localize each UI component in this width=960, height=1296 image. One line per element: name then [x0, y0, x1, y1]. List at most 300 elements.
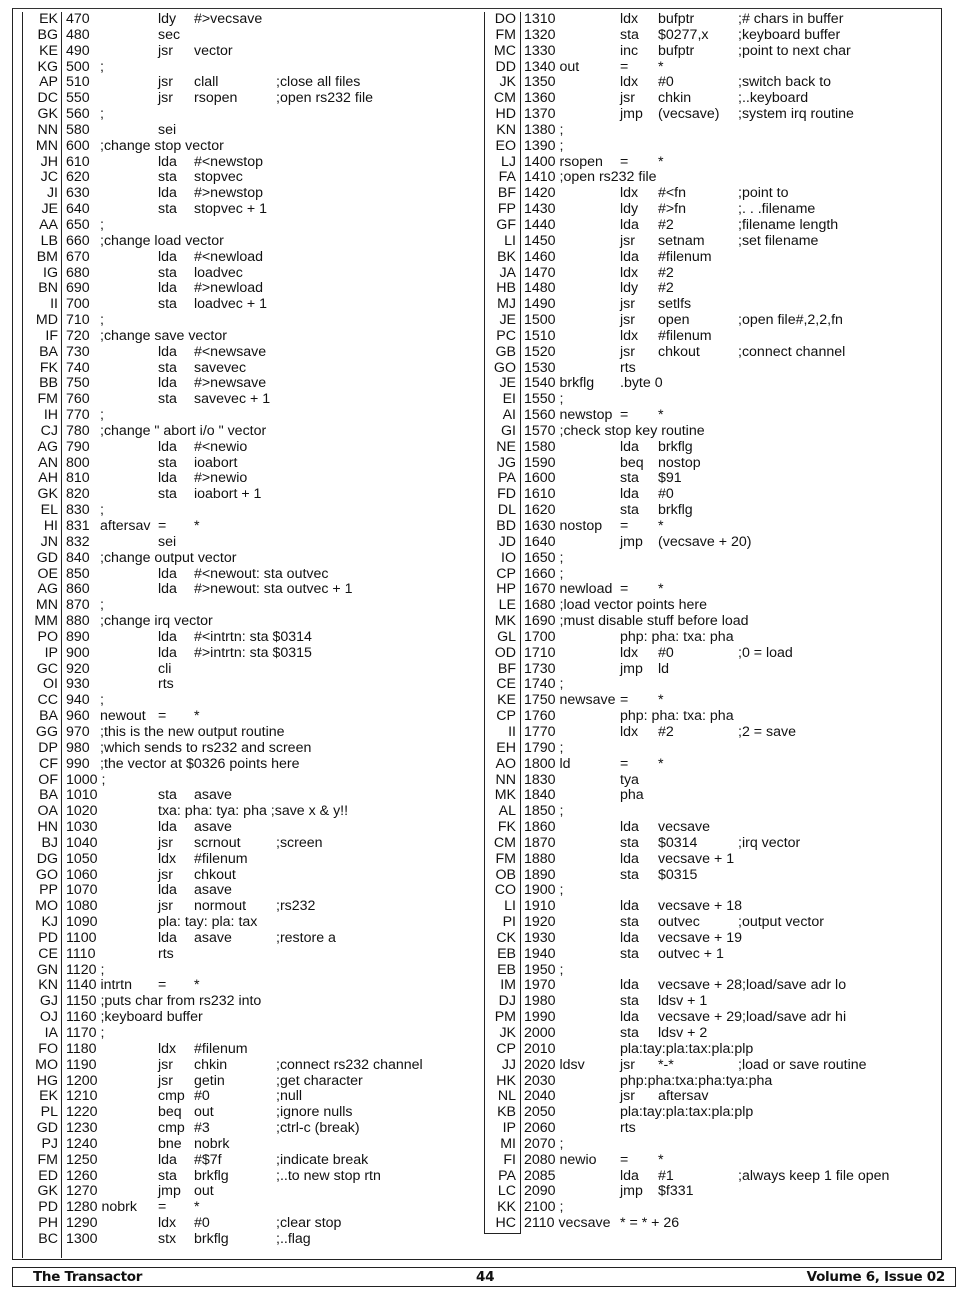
code-line — [12, 392, 482, 408]
line-number: 831 — [66, 518, 90, 534]
opcode: = — [620, 692, 629, 709]
operand: chkout — [194, 866, 236, 883]
checksum: CC — [37, 692, 58, 709]
code-line — [12, 186, 482, 202]
line-number: 600 — [66, 137, 90, 154]
opcode: = — [158, 708, 167, 725]
checksum: GK — [37, 486, 58, 503]
code-line — [12, 883, 482, 899]
checksum: FK — [497, 819, 516, 836]
line-number: 480 — [66, 26, 90, 43]
operand: vecsave + 29;load/save adr hi — [658, 1009, 847, 1026]
code-line — [484, 170, 954, 186]
code-line — [12, 170, 482, 186]
line-number: 1730 — [524, 660, 556, 677]
checksum: MK — [494, 613, 516, 630]
code-line — [12, 567, 482, 583]
operand: #1 — [658, 1167, 674, 1184]
line-number: 1340 out — [524, 58, 580, 75]
checksum: BN — [38, 280, 58, 297]
code-line — [12, 535, 482, 551]
operand: #$7f — [194, 1151, 222, 1168]
label: ; — [100, 502, 104, 519]
code-line — [12, 820, 482, 836]
code-line — [12, 1184, 482, 1200]
checksum: DL — [497, 502, 516, 519]
checksum: MK — [494, 787, 516, 804]
operand: rsopen — [194, 90, 238, 107]
code-line — [12, 978, 482, 994]
operand: #<fn — [658, 185, 687, 202]
line-number: 1380 ; — [524, 121, 564, 138]
operand: vector — [194, 42, 233, 59]
opcode: = — [620, 518, 629, 534]
operand: bufptr — [658, 42, 695, 59]
opcode: tya — [620, 771, 639, 788]
code-line — [484, 994, 954, 1010]
checksum: OB — [495, 866, 516, 883]
comment: ;indicate break — [276, 1151, 369, 1168]
comment: ;always keep 1 file open — [738, 1167, 890, 1184]
opcode: jmp — [620, 660, 643, 677]
line-number: 580 — [66, 121, 90, 138]
line-number: 820 — [66, 486, 90, 503]
checksum: GK — [37, 1183, 58, 1200]
code-line — [484, 693, 954, 709]
line-number: 660 — [66, 232, 90, 249]
code-line — [484, 883, 954, 899]
checksum: DC — [37, 90, 58, 107]
opcode: jmp — [620, 1183, 643, 1200]
code-line — [484, 947, 954, 963]
opcode: jsr — [620, 343, 635, 360]
checksum: EL — [40, 502, 58, 519]
opcode: rts — [158, 676, 174, 693]
opcode: jsr — [620, 232, 635, 249]
code-line — [12, 424, 482, 440]
comment: ;restore a — [276, 929, 336, 946]
operand: #2 — [658, 264, 674, 281]
code-line — [484, 139, 954, 155]
checksum: JI — [46, 185, 58, 202]
code-line — [484, 44, 954, 60]
comment: ;screen — [276, 834, 323, 851]
line-number: 1290 — [66, 1215, 98, 1232]
checksum: EK — [39, 1088, 58, 1105]
checksum: PC — [496, 327, 516, 344]
code-line — [12, 757, 482, 773]
checksum: IH — [43, 407, 58, 424]
comment: ;rs232 — [276, 898, 316, 915]
line-number: 1860 — [524, 819, 556, 836]
code-line — [484, 836, 954, 852]
checksum: EI — [502, 391, 516, 408]
checksum: OD — [494, 644, 516, 661]
operand: brkflg — [194, 1230, 229, 1247]
checksum: OI — [43, 676, 58, 693]
line-number: 1620 — [524, 502, 556, 519]
line-number: 1680 ;load vector points here — [524, 597, 707, 614]
opcode: ldx — [158, 1215, 177, 1232]
opcode: jsr — [620, 90, 635, 107]
code-line — [484, 1121, 954, 1137]
operand: brkflg — [658, 438, 693, 455]
code-line — [12, 471, 482, 487]
code-line — [12, 662, 482, 678]
code-line — [484, 266, 954, 282]
line-number: 1240 — [66, 1135, 98, 1152]
checksum: DD — [495, 58, 516, 75]
line-number: 1020 — [66, 803, 98, 820]
opcode: = — [158, 977, 167, 994]
code-line — [12, 741, 482, 757]
line-number: 920 — [66, 660, 90, 677]
opcode: cmp — [158, 1088, 185, 1105]
line-number: 1920 — [524, 914, 556, 931]
line-number: 1990 — [524, 1009, 556, 1026]
line-number: 770 — [66, 407, 90, 424]
opcode: sta — [158, 1167, 177, 1184]
opcode: lda — [620, 929, 639, 946]
opcode: lda — [158, 1151, 177, 1168]
code-line — [12, 852, 482, 868]
operand: * — [658, 153, 664, 170]
page-footer — [12, 1267, 956, 1287]
line-number: 500 — [66, 58, 90, 75]
code-line — [484, 1169, 954, 1185]
opcode: lda — [158, 581, 177, 598]
checksum: PP — [39, 882, 58, 899]
label: ; — [100, 216, 104, 233]
line-number: 1560 newstop — [524, 407, 613, 424]
line-number: 1040 — [66, 834, 98, 851]
checksum: FO — [38, 1040, 58, 1057]
line-number: 2030 — [524, 1072, 556, 1089]
opcode: sta — [158, 169, 177, 186]
line-number: 550 — [66, 90, 90, 107]
line-number: 810 — [66, 470, 90, 487]
code-line — [484, 915, 954, 931]
comment: ;get character — [276, 1072, 363, 1089]
checksum: IO — [501, 549, 516, 566]
code-line — [12, 75, 482, 91]
line-number: 1980 — [524, 993, 556, 1010]
operand: $f331 — [658, 1183, 694, 1200]
opcode: pha — [620, 787, 644, 804]
checksum: GO — [35, 866, 58, 883]
line-number: 1000 ; — [66, 771, 106, 788]
line-number: 1150 ;puts char from rs232 into — [66, 993, 262, 1010]
line-number: 610 — [66, 153, 90, 170]
opcode: lda — [620, 1167, 639, 1184]
line-number: 1940 — [524, 945, 556, 962]
line-number: 2085 — [524, 1167, 556, 1184]
checksum: GC — [36, 660, 58, 677]
operand: * — [194, 708, 200, 725]
line-number: 790 — [66, 438, 90, 455]
checksum: JE — [41, 201, 58, 218]
opcode: jsr — [158, 1056, 173, 1073]
operand: #<newio — [194, 438, 248, 455]
checksum: MC — [493, 42, 516, 59]
operand: *-* — [658, 1056, 674, 1073]
code-line — [484, 1216, 954, 1232]
checksum: BB — [39, 375, 58, 392]
line-number: 1700 — [524, 628, 556, 645]
line-number: 1840 — [524, 787, 556, 804]
code-line — [12, 44, 482, 60]
line-number: 1790 ; — [524, 739, 564, 756]
opcode: ldx — [620, 74, 639, 91]
opcode: jsr — [620, 1088, 635, 1105]
operand: #filenum — [194, 850, 248, 867]
opcode: sta — [158, 454, 177, 471]
comment: ;keyboard buffer — [738, 26, 841, 43]
line-number: 1770 — [524, 723, 556, 740]
code-line — [484, 91, 954, 107]
line-number: 1490 — [524, 296, 556, 313]
opcode: lda — [158, 565, 177, 582]
opcode: sta — [620, 470, 639, 487]
checksum: MI — [500, 1135, 516, 1152]
line-number: 960 — [66, 708, 90, 725]
comment: ;point to next char — [738, 42, 851, 59]
operand: #filenum — [658, 327, 712, 344]
comment: ;point to — [738, 185, 789, 202]
opcode: beq — [158, 1104, 182, 1121]
operand: #<newload — [194, 248, 264, 265]
checksum: CJ — [40, 422, 58, 439]
code-line — [12, 1042, 482, 1058]
code-line — [484, 1074, 954, 1090]
code-line — [12, 345, 482, 361]
comment: ;open file#,2,2,fn — [738, 312, 843, 329]
opcode: = — [620, 407, 629, 424]
code-line — [484, 1058, 954, 1074]
code-line — [12, 329, 482, 345]
line-number: 940 — [66, 692, 90, 709]
line-number: 1660 ; — [524, 565, 564, 582]
operand: open — [658, 312, 690, 329]
code-line — [484, 535, 954, 551]
checksum: PI — [502, 914, 516, 931]
code-line — [12, 1010, 482, 1026]
operand: #filenum — [658, 248, 712, 265]
checksum: MO — [35, 1056, 58, 1073]
code-line — [12, 614, 482, 630]
code-line — [12, 1169, 482, 1185]
line-number: 1310 — [524, 11, 556, 27]
operand: stopvec + 1 — [194, 201, 267, 218]
checksum: KK — [497, 1199, 516, 1216]
code-line — [484, 28, 954, 44]
label: ; — [100, 692, 104, 709]
code-line — [484, 662, 954, 678]
line-number: 730 — [66, 343, 90, 360]
line-number: 1210 — [66, 1088, 98, 1105]
checksum: BK — [497, 248, 516, 265]
line-number: 640 — [66, 201, 90, 218]
opcode: = — [158, 1199, 167, 1216]
checksum: AI — [502, 407, 516, 424]
opcode: sta — [158, 486, 177, 503]
code-line — [484, 1153, 954, 1169]
checksum: NL — [497, 1088, 516, 1105]
line-number: 1650 ; — [524, 549, 564, 566]
opcode: sta — [158, 787, 177, 804]
checksum: JC — [40, 169, 58, 186]
code-line — [12, 947, 482, 963]
code-line — [484, 345, 954, 361]
opcode: lda — [158, 819, 177, 836]
checksum: DJ — [498, 993, 516, 1010]
checksum: HP — [496, 581, 516, 598]
code-line — [12, 1121, 482, 1137]
checksum: AO — [495, 755, 516, 772]
comment: ;ctrl-c (break) — [276, 1120, 360, 1137]
checksum: GL — [497, 628, 516, 645]
operand: * — [194, 518, 200, 534]
operand: #<newout: sta outvec — [194, 565, 329, 582]
comment: ;# chars in buffer — [738, 11, 844, 27]
code-line — [12, 107, 482, 123]
opcode: ldx — [620, 264, 639, 281]
checksum: FD — [497, 486, 516, 503]
operand: vecsave + 18 — [658, 898, 742, 915]
code-line — [484, 313, 954, 329]
label: ;change load vector — [100, 232, 224, 249]
line-number: 1830 — [524, 771, 556, 788]
checksum: GD — [36, 1120, 58, 1137]
checksum: JH — [40, 153, 58, 170]
code-line — [484, 60, 954, 76]
code-line — [12, 804, 482, 820]
label: ; — [100, 597, 104, 614]
operand: * — [658, 1151, 664, 1168]
opcode: lda — [158, 470, 177, 487]
line-number: 930 — [66, 676, 90, 693]
line-number: 1140 intrtn — [66, 977, 132, 994]
code-line — [484, 329, 954, 345]
operand: ioabort + 1 — [194, 486, 262, 503]
opcode: lda — [158, 280, 177, 297]
opcode: = — [620, 581, 629, 598]
code-line — [12, 1216, 482, 1232]
label: ; — [100, 407, 104, 424]
line-number: 1570 ;check stop key routine — [524, 422, 705, 439]
line-number: 800 — [66, 454, 90, 471]
operand: #>newload — [194, 280, 264, 297]
code-line — [12, 487, 482, 503]
line-number: 1400 rsopen — [524, 153, 603, 170]
opcode: sta — [158, 201, 177, 218]
operand: #0 — [194, 1088, 210, 1105]
checksum: DO — [494, 11, 516, 27]
operand: #>fn — [658, 201, 687, 218]
line-number: 1250 — [66, 1151, 98, 1168]
code-line — [12, 408, 482, 424]
code-line — [12, 931, 482, 947]
code-line — [12, 376, 482, 392]
checksum: GO — [493, 359, 516, 376]
checksum: JE — [499, 375, 516, 392]
checksum: PA — [498, 470, 516, 487]
line-number: 970 — [66, 723, 90, 740]
code-line — [484, 646, 954, 662]
listing-column-right — [484, 12, 954, 1232]
code-line — [12, 1137, 482, 1153]
operand: #>newstop — [194, 185, 264, 202]
code-line — [484, 440, 954, 456]
checksum: JD — [498, 533, 516, 550]
comment: ;..flag — [276, 1230, 311, 1247]
line-number: 880 — [66, 613, 90, 630]
line-number: 1890 — [524, 866, 556, 883]
line-number: 650 — [66, 216, 90, 233]
checksum: BA — [39, 708, 58, 725]
code-line — [12, 1153, 482, 1169]
opcode: pla:tay:pla:tax:pla:plp — [620, 1104, 754, 1121]
comment: ;output vector — [738, 914, 824, 931]
code-line — [12, 725, 482, 741]
operand: ld — [658, 660, 670, 677]
opcode: sei — [158, 533, 177, 550]
code-line — [12, 440, 482, 456]
code-line — [484, 424, 954, 440]
opcode: ldx — [620, 723, 639, 740]
code-line — [484, 392, 954, 408]
line-number: 990 — [66, 755, 90, 772]
opcode: sta — [620, 834, 639, 851]
line-number: 1520 — [524, 343, 556, 360]
checksum: HC — [495, 1215, 516, 1232]
opcode: sta — [620, 914, 639, 931]
opcode: ldy — [620, 280, 639, 297]
checksum: CE — [496, 676, 516, 693]
operand: #<newsave — [194, 343, 267, 360]
code-line — [484, 376, 954, 392]
operand: (vecsave + 20) — [658, 533, 752, 550]
code-line — [484, 677, 954, 693]
line-number: 720 — [66, 327, 90, 344]
line-number: 1950 ; — [524, 961, 564, 978]
opcode: sta — [620, 502, 639, 519]
checksum: GF — [496, 216, 516, 233]
line-number: 1070 — [66, 882, 98, 899]
code-line — [484, 503, 954, 519]
code-line — [12, 60, 482, 76]
checksum: MD — [35, 312, 58, 329]
code-line — [484, 107, 954, 123]
opcode: * = * + 26 — [620, 1215, 680, 1232]
line-number: 1160 ;keyboard buffer — [66, 1009, 203, 1026]
checksum: AP — [39, 74, 58, 91]
operand: * — [658, 581, 664, 598]
line-number: 900 — [66, 644, 90, 661]
line-number: 1350 — [524, 74, 556, 91]
operand: ldsv + 1 — [658, 993, 708, 1010]
opcode: lda — [620, 1009, 639, 1026]
opcode: sta — [620, 945, 639, 962]
code-line — [484, 456, 954, 472]
operand: stopvec — [194, 169, 243, 186]
checksum: KB — [497, 1104, 516, 1121]
code-line — [484, 1042, 954, 1058]
checksum: LE — [498, 597, 516, 614]
line-number: 1110 — [66, 945, 96, 962]
opcode: ldy — [620, 201, 639, 218]
operand: * — [658, 518, 664, 534]
